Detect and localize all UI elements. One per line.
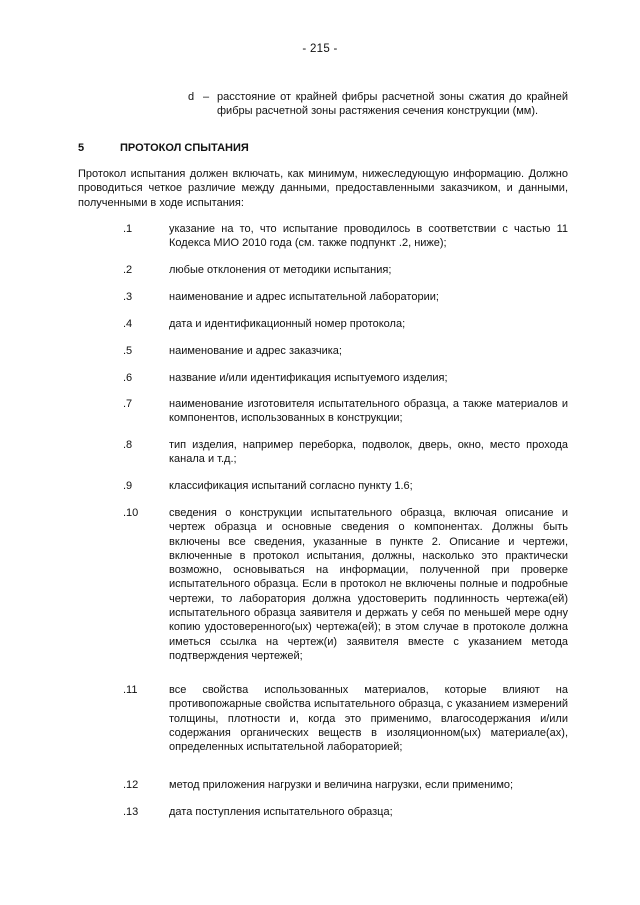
- list-item-text: наименование и адрес заказчика;: [169, 345, 342, 357]
- list-item-number: .3: [123, 291, 133, 303]
- list-item-number: .9: [123, 480, 133, 492]
- list-item: [78, 805, 568, 819]
- definition-dash: –: [203, 91, 210, 103]
- list-item-number: .8: [123, 439, 133, 451]
- definition-d: [188, 90, 568, 118]
- section-title: ПРОТОКОЛ СПЫТАНИЯ: [120, 142, 249, 154]
- list-item-text: указание на то, что испытание проводилось в соответствии с частью 11 Кодекса МИО 2010 года (см. также подпункт .2, ниже);: [169, 223, 568, 250]
- list-item: [78, 317, 568, 331]
- definition-text: расстояние от крайней фибры расчетной зоны сжатия до крайней фибры расчетной зоны растяжения сечения конструкции (мм).: [217, 91, 568, 117]
- list-item-number: .7: [123, 398, 133, 410]
- list-item-number: .4: [123, 318, 133, 330]
- list-item-number: .6: [123, 372, 133, 384]
- list-item-text: дата и идентификационный номер протокола;: [169, 318, 406, 330]
- list-item: [78, 479, 568, 493]
- section-number: 5: [78, 142, 85, 154]
- intro-paragraph: Протокол испытания должен включать, как минимум, нижеследующую информацию. Должно проводиться четкое различие между данными, предоставленными заказчиком, и данными, полученными в ходе испытания:: [78, 168, 568, 209]
- list-item: [78, 222, 568, 251]
- list-item-number: .1: [123, 223, 133, 235]
- list-item-number: .13: [123, 806, 139, 818]
- list-item-text: классификация испытаний согласно пункту 1.6;: [169, 480, 413, 492]
- list-item-text: тип изделия, например переборка, подволок, дверь, окно, место прохода канала и т.д.;: [169, 439, 568, 466]
- list-item: [78, 344, 568, 358]
- list-item: [78, 438, 568, 467]
- list-item-number: .10: [123, 507, 139, 519]
- list-item: [78, 263, 568, 277]
- list-item-text: наименование и адрес испытательной лаборатории;: [169, 291, 439, 303]
- list-item-number: .5: [123, 345, 133, 357]
- list-item-text: дата поступления испытательного образца;: [169, 806, 393, 818]
- list-item: [78, 290, 568, 304]
- list-item-text: сведения о конструкции испытательного образца, включая описание и чертеж образца и основные сведения о компонентах. Должны быть включены все сведения, указанные в пункте 2. Описание и чертежи, включенные в протокол испытания, должны, насколько это практически возможно, основываться на информации, полученной при проверке испытательного образца. Если в протокол не включены полные и подробные чертежи, то лаборатория должна удостоверить подлинность чертежа(ей) испытательного образца заявителя и держать у себя по меньшей мере одну копию удостоверенного(ых) чертежа(ей); в этом случае в протоколе должна иметься ссылка на чертеж(и) заявителя вместе с указанием метода подтверждения чертежей;: [169, 507, 568, 662]
- list-item-text: метод приложения нагрузки и величина нагрузки, если применимо;: [169, 779, 514, 791]
- list-item-number: .11: [123, 684, 138, 696]
- list-item-text: любые отклонения от методики испытания;: [169, 264, 392, 276]
- definition-symbol: d: [188, 91, 195, 103]
- list-item-text: все свойства использованных материалов, которые влияют на противопожарные свойства испытательного образца, с указанием измерений толщины, плотности и, когда это применимо, влагосодержания и/или содержания органических веществ в изоляционном(ых) материале(ах), определенных испытательной лабораторией;: [169, 684, 568, 754]
- list-item: [78, 371, 568, 385]
- list-item-number: .2: [123, 264, 133, 276]
- list-item-text: наименование изготовителя испытательного образца, а также материалов и компонентов, использованных в конструкции;: [169, 398, 568, 425]
- list-item: [78, 778, 568, 792]
- list-item: [78, 683, 568, 754]
- page-number: - 215 -: [302, 43, 338, 55]
- list-item-number: .12: [123, 779, 139, 791]
- list-item: [78, 397, 568, 426]
- list-item-text: название и/или идентификация испытуемого изделия;: [169, 372, 448, 384]
- list-item: [78, 506, 568, 663]
